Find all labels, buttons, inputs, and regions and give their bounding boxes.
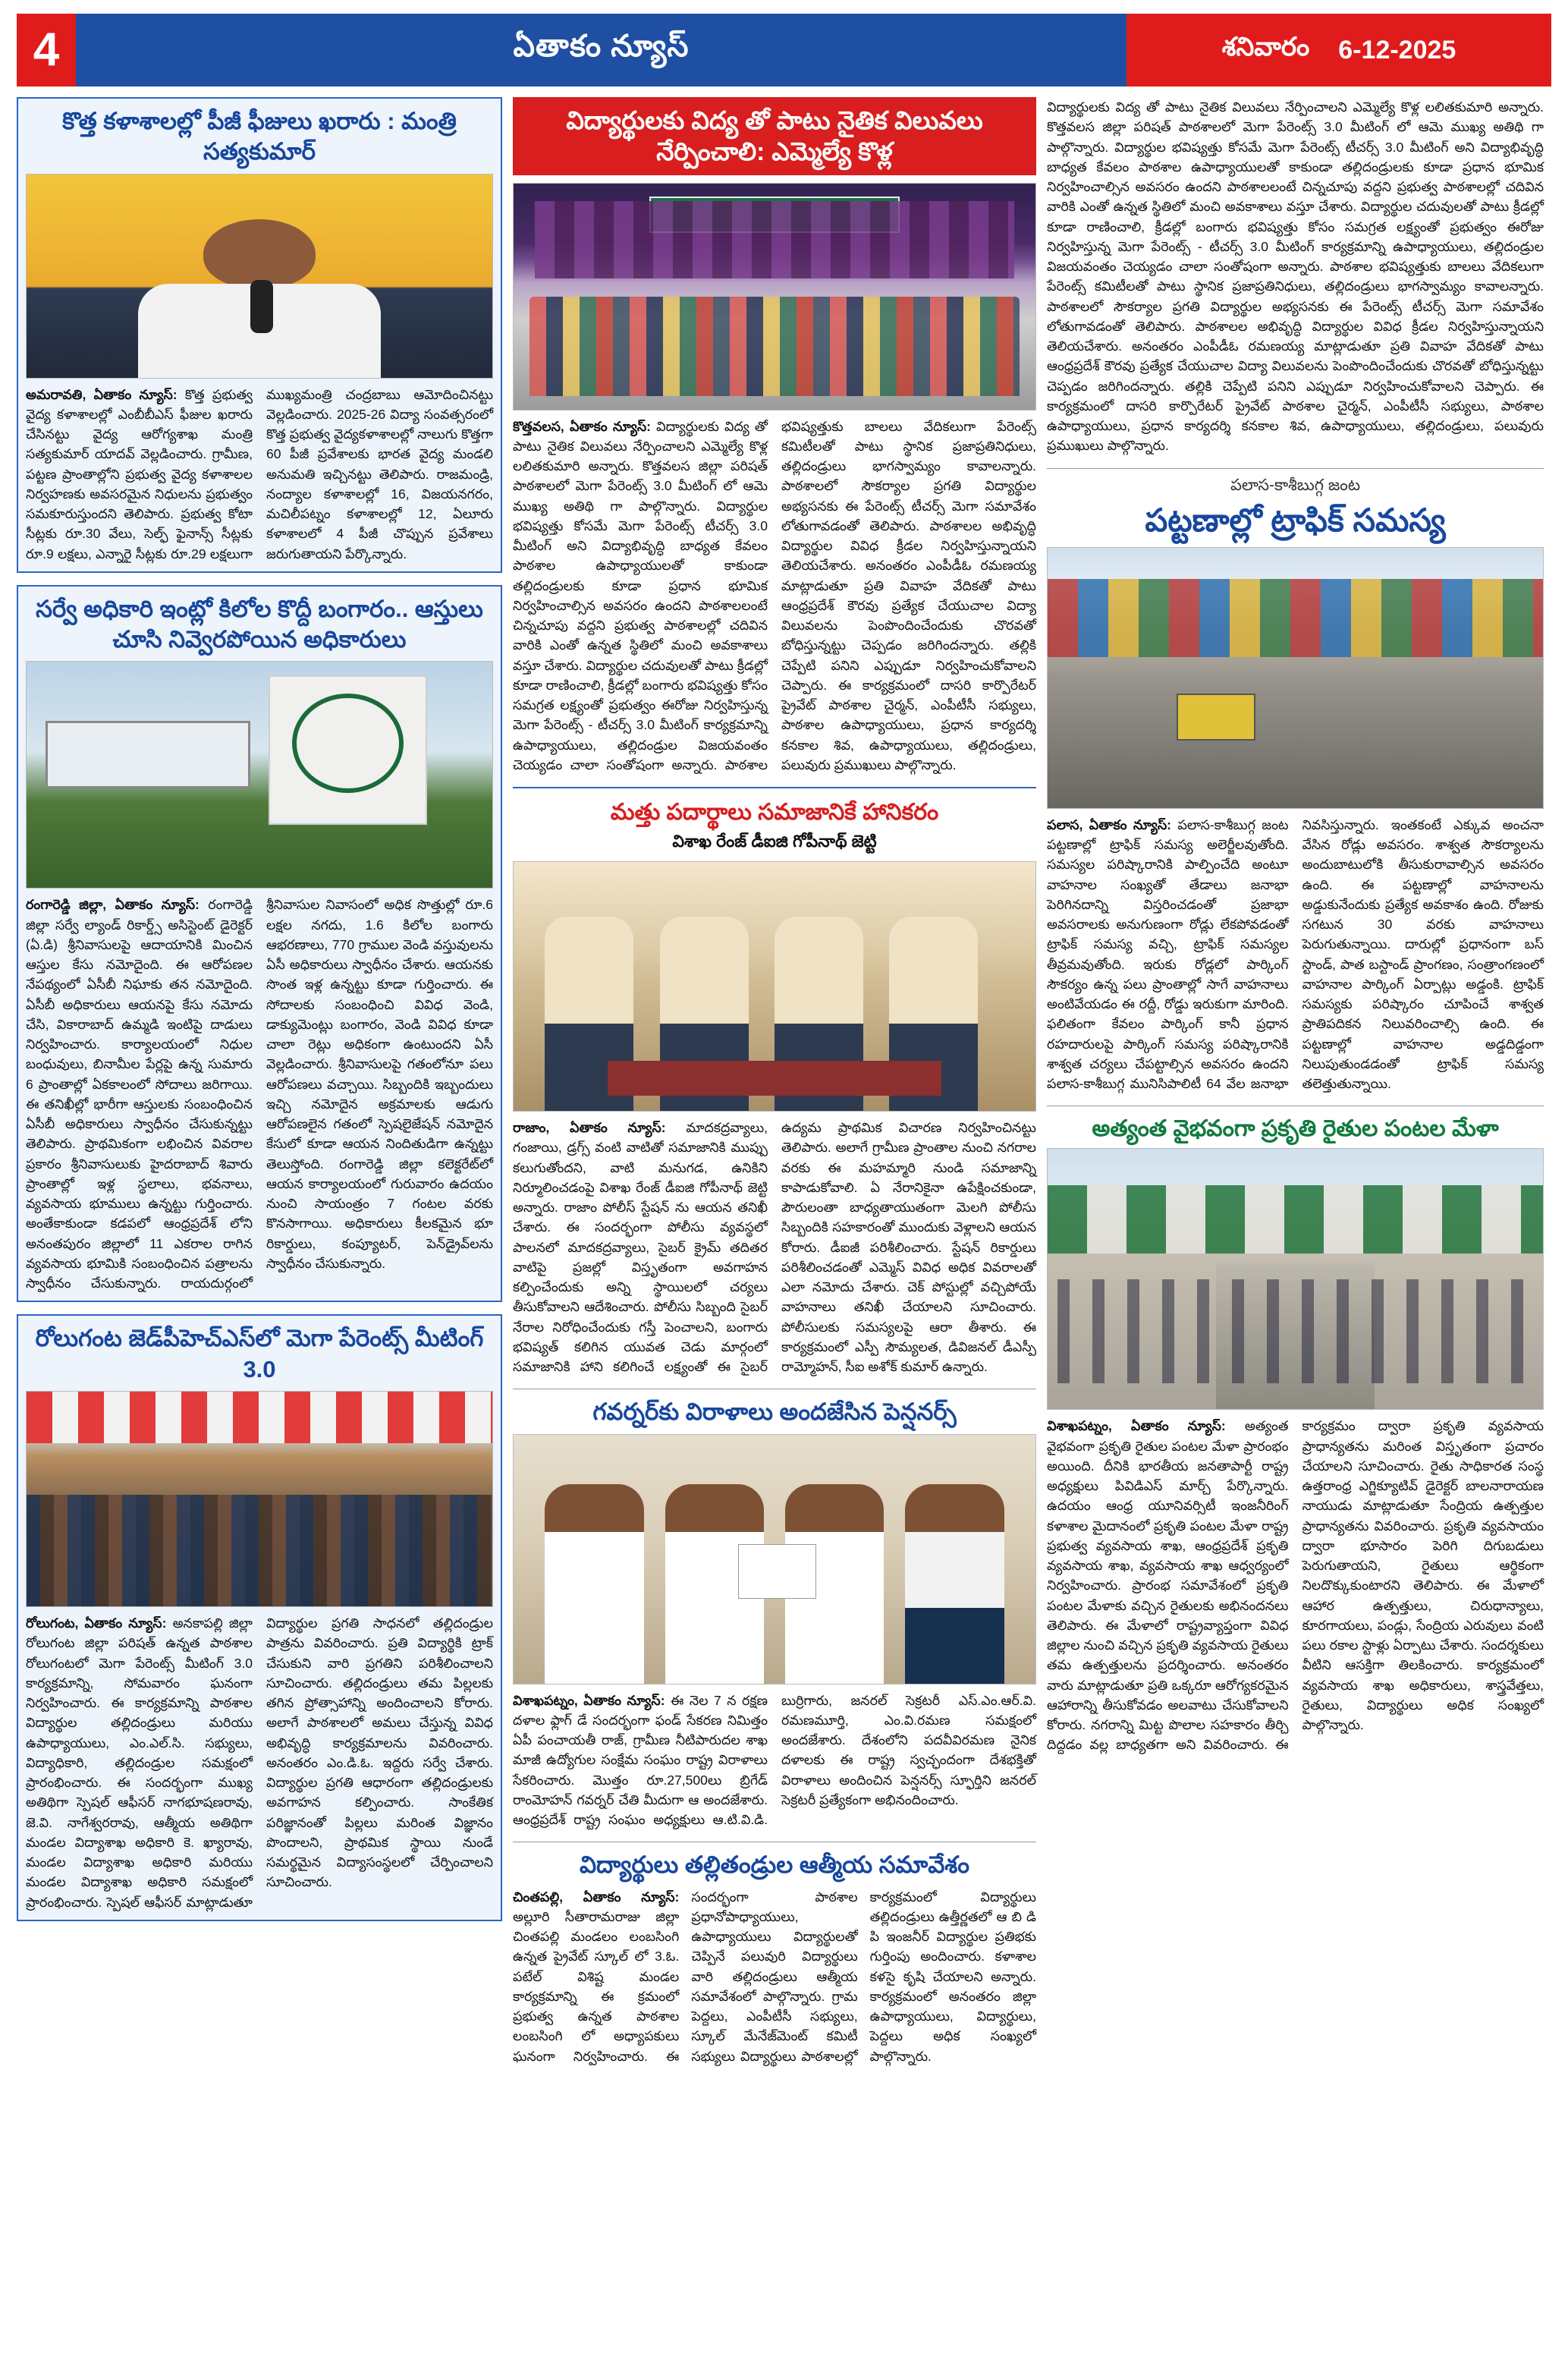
story-survey-officer-body <box>26 895 493 1293</box>
anti-corruption-bureau-photo <box>26 661 493 889</box>
left-column <box>17 97 502 1933</box>
dateline: రంగారెడ్డి జిల్లా, ఏతాకం న్యూస్: <box>26 897 200 913</box>
story-moral-values-continuation <box>1047 97 1544 456</box>
story-students-parents-headline: విద్యార్థులు తల్లితండ్రుల ఆత్మీయ సమావేశం <box>579 1851 970 1879</box>
story-drugs-subhead: విశాఖ రేంజ్ డీఐజి గోపీనాథ్ జెట్టి <box>672 832 877 851</box>
story-traffic <box>1047 477 1544 1094</box>
story-drugs <box>513 797 1036 1376</box>
masthead-day: శనివారం <box>1221 32 1310 61</box>
story-farmers-expo-body <box>1047 1416 1544 1754</box>
story-pensioners <box>513 1397 1036 1829</box>
police-officers-inspection-photo <box>513 861 1036 1112</box>
story-pg-fees <box>17 97 502 573</box>
story-survey-officer-text: రంగారెడ్డి జిల్లా సర్వే ల్యాండ్ రికార్డ్స్ అసిస్టెంట్ డైరెక్టర్ (ఏ.డి) శ్రీనివాసులపై ఆదాయానికి మించిన ఆస్తుల కేసు నమోదైంది. ఈ ఆరోపణల నేపథ్యంలో ఏసీబీ నిఘాకు తన నమోదైంది. ఏసీబీ అధికారులు ఆయనపై కేసు నమోదు చేసి, వికారాబాద్ ఉమ్మడి ఇంటిపై దాడులు నిర్వహించారు. కార్యాలయంలో నిధుల బంధువులు, బినామీల పేర్లపై ఉన్న సుమారు 6 ప్రాంతాల్లో ఏకకాలంలో సోదాలు జరిగాయి. ఈ తనిఖీల్లో భారీగా ఆస్తులకు సంబంధించిన ఏసీబీ అధికారులు స్వాధీనం చేసుకున్నట్టు తెలిపారు. ప్రాథమికంగా లభించిన వివరాల ప్రకారం శ్రీనివాసులుకు హైదరాబాద్ శివారు ప్రాంతాల్లో ఇళ్ల స్థలాలు, భవనాలు, వ్యవసాయ భూములు ఉన్నట్టు గుర్తించారు. అంతేకాకుండా కడపలో ఆంధ్రప్రదేశ్ లోని అనంతపురం జిల్లాలో 11 ఎకరాల రాగిన వ్యవసాయ భూమికి సంబంధించిన పత్రాలను స్వాధీనం చేసుకున్నారు. రాయదుర్గంలో శ్రీనివాసుల నివాసంలో అధిక సొత్తుల్లో రూ.6 లక్షల నగదు, 1.6 కిలోల బంగారు ఆభరణాలు, 770 గ్రాముల వెండి వస్తువులను ఏసీ అధికారులు స్వాధీనం చేశారు. ఆయనకు సొంత ఇళ్ల ఉన్నట్టు కూడా గుర్తించారు. ఈ సోదాలకు సంబంధించి వివిధ వెండి, డాక్యుమెంట్లు బంగారం, వెండి వివిధ కూడా చాలా రెట్లు అధికంగా ఉంటుందని ఏసీ వెల్లడించారు. శ్రీనివాసులపై గతంలోనూ పలు ఆరోపణలు వచ్చాయి. సిబ్బందికి ఇబ్బందులు ఇచ్చి నమోదైన అక్రమాలకు ఆడుగు ఆరోపణలైన గతంలో స్పెషలైజేషన్ నమోదైన కేసులో కూడా ఆయన నిందితుడిగా ఉన్నట్టు తెలుస్తోంది. రంగారెడ్డి జిల్లా కలెక్టరేట్‌లో ఆయన కార్యాలయంలో గురువారం ఉదయం నుంచి సాయంత్రం 7 గంటల వరకు కొనసాగాయి. అధికారులు కీలకమైన భూ రికార్డులు, కంప్యూటర్, పెన్‌డ్రైవ్‌లను స్వాధీనం చేసుకున్నారు. <box>26 897 493 1291</box>
dateline: పలాస, ఏతాకం న్యూస్: <box>1047 816 1171 832</box>
school-assembly-stage-photo <box>513 183 1036 411</box>
story-parents-meeting-text: అనకాపల్లి జిల్లా రోలుగంట జిల్లా పరిషత్ ఉన్నత పాఠశాల రోలుగంటలో మెగా పేరెంట్స్ మీటింగ్ 3.0 కార్యక్రమాన్ని, సోమవారం ఘనంగా నిర్వహించారు. ఈ కార్యక్రమాన్ని పాఠశాల విద్యార్థుల తల్లిదండ్రులు మరియు ఉపాధ్యాయులు, ఎం.ఎల్.సి. సభ్యులు, విద్యాధికారి, తల్లిదండ్రుల సమక్షంలో ప్రారంభించారు. ఈ సందర్భంగా ముఖ్య అతిథిగా స్పెషల్ ఆఫీసర్ నాగభూషణరావు, జె.వి. నాగేశ్వరరావు, ఆత్మీయ అతిథిగా మండల విద్యాశాఖ అధికారి కె. ఖ్యారావు, మండల విద్యాశాఖ అధికారి మరియు మండల విద్యాశాఖ అధికారి సమక్షంలో ప్రారంభించారు. స్పెషల్ ఆఫీసర్ మాట్లాడుతూ విద్యార్థుల ప్రగతి సాధనలో తల్లిదండ్రుల పాత్రను వివరించారు. ప్రతి విద్యార్థికి ట్రాక్ చేసుకుని వారి ప్రగతిని పరిశీలించాలని సూచించారు. తల్లిదండ్రులు తమ పిల్లలకు తగిన ప్రోత్సాహాన్ని అందించాలని కోరారు. అలాగే పాఠశాలలో అమలు చేస్తున్న వివిధ అభివృద్ధి కార్యక్రమాలను వివరించారు. అనంతరం ఎం.డి.ఓ. ఇద్దరు సర్వే చేశారు. విద్యార్థుల ప్రగతి ఆధారంగా తల్లిదండ్రులకు అవగాహన కల్పించారు. సాంకేతిక పరిజ్ఞానంతో పిల్లలు మరింత విజ్ఞానం పొందాలని, ప్రాథమిక స్థాయి నుండే సమర్థమైన విద్యాసంస్థలలో చేర్పించాలని సూచించారు. <box>26 1615 493 1910</box>
dateline: విశాఖపట్నం, ఏతాకం న్యూస్: <box>513 1692 665 1708</box>
parents-meeting-tent-photo <box>26 1391 493 1607</box>
story-students-parents-text: అల్లూరి సీతారామరాజు జిల్లా చింతపల్లి మండలం లంబసింగి ఉన్నత ప్రైవేట్ స్కూల్ లో 3.ఓ. పటేల్ విశిష్ట మండల కార్యక్రమాన్ని ఈ క్రమంలో ప్రభుత్వ ఉన్నత పాఠశాల లంబసింగి లో అధ్యాపకులు ఘనంగా నిర్వహించారు. ఈ సందర్భంగా పాఠశాల ప్రధానోపాధ్యాయులు, ఉపాధ్యాయులు విద్యార్థులతో చెప్పినే పలువురి విద్యార్థులు వారి తల్లిదండ్రులు ఆత్మీయ సమావేశంలో పాల్గొన్నారు. గ్రామ పెద్దలు, ఎంపీటీసీ సభ్యులు, స్కూల్ మేనేజ్‌మెంట్ కమిటీ సభ్యులు విద్యార్థులు పాఠశాలల్లో కార్యక్రమంలో విద్యార్థులు తల్లిదండ్రులు ఉత్తీర్ణతలో ఆ బి డి పి ఇంజనీర్ విద్యార్థుల ప్రతిభకు గుర్తింపు అందించారు. కళాశాల కళసై కృషి చేయాలని అన్నారు. కార్యక్రమంలో అనంతరం జిల్లా ఉపాధ్యాయులు, విద్యార్థులు, పెద్దలు అధిక సంఖ్యలో పాల్గొన్నారు. <box>513 1889 1036 2064</box>
story-pg-fees-headline: కొత్త కళాశాలల్లో పీజీ ఫీజులు ఖరారు : మంత్రి సత్యకుమార్ <box>62 108 457 165</box>
story-moral-values-body <box>513 417 1036 775</box>
story-traffic-text: పలాస-కాశీబుగ్గ జంట పట్టణాల్లో ట్రాఫిక్ సమస్య అలెర్జీలవుతోంది. సమస్యల పరిష్కారానికి పాల్పించేది అంటూ వాహనాల సంఖ్యతో తేడాలు జనాభా పెరిగినదాన్ని విస్తరించడంతో ప్రజాభా అవసరాలకు అనుగుణంగా రోడ్లు లేకపోవడంతో ట్రాఫిక్ సమస్య వచ్చి, ట్రాఫిక్ సమస్యల తీవ్రమవుతోంది. ఇరుకు రోడ్లలో పార్కింగ్ సౌకర్యం ఉన్న పలు ప్రాంతాల్లో సాగే వాహనాలు అంటివేయడం ఈ రద్దీ, రోడ్డు ఇరుకుగా మారింది. ఫలితంగా కేవలం పార్కింగ్ కానీ ప్రధాన రహదారులపై పార్కింగ్ సమస్య పరిష్కారానికి శాశ్వత చర్యలు చేపట్టాల్సిన అవసరం ఉందని పలాస-కాశీబుగ్గ మునిసిపాలిటీ 64 వేల జనాభా నివసిస్తున్నారు. ఇంతకంటే ఎక్కువ అంచనా వేసిన రోడ్లు అవసరం. శాశ్వత సౌకర్యాలను అందుబాటులోకి తీసుకురావాల్సిన అవసరం ఉంది. ఈ పట్టణాల్లో వాహనాలను అడ్డుకునేందుకు ప్రత్యేక అవకాశం ఉంది. రోజుకు సగటున 30 వరకు వాహనాలు పెరుగుతున్నాయి. దారుల్లో ప్రధానంగా బస్ స్టాండ్, పాత బస్టాండ్ ప్రాంగణం, సంత్రాంగణంలో వాహనాల పార్కింగ్ ఏర్పాట్లు అడ్డంకి. ట్రాఫిక్ సమస్యకు పరిష్కారం చూపించే శాశ్వత ప్రాతిపదికన నిలువరించాల్సి ఉంది. ఈ పట్టణాల్లో వాహనాల అడ్డదిడ్డంగా నిలుపుతుండడంతో ట్రాఫిక్ సమస్య తలెత్తుతున్నాయి. <box>1047 816 1544 1092</box>
dateline: రాజాం, ఏతాకం న్యూస్: <box>513 1120 666 1135</box>
story-survey-officer <box>17 585 502 1303</box>
page-content <box>17 97 1551 2078</box>
story-drugs-text: మాదకద్రవ్యాలు, గంజాయి, డ్రగ్స్ వంటి వాటితో సమాజానికి ముప్పు కలుగుతోందని, వాటి మనుగడ, ఉనికిని నిర్మూలించడంపై విశాఖ రేంజ్ డీఐజి గోపీనాథ్ జెట్టి అన్నారు. రాజాం పోలీస్ స్టేషన్ ను ఆయన తనిఖీ చేశారు. ఈ సందర్భంగా పోలీసు వ్యవస్థలో పాలనలో మాదకద్రవ్యాలు, సైబర్ క్రైమ్ తదితర వాటిపై ప్రజల్లో విస్తృతంగా అవగాహన కల్పించేందుకు అన్ని స్థాయిలలో చర్యలు తీసుకోవాలని ఆదేశించారు. పోలీసు సిబ్బంది సైబర్ నేరాల నిరోధించేందుకు గస్తీ పెంచాలని, బంగారు భవిష్యత్ కలిగిన యువత చెడు మార్గంలో సమాజానికి హాని కలిగించే లక్ష్యంతో ఈ సైబర్ ఉద్యమ ప్రాథమిక విచారణ నిర్వహించినట్టు తెలిపారు. అలాగే గ్రామీణ ప్రాంతాల నుంచి నగరాల వరకు ఈ మహమ్మారి నుండి సమాజాన్ని కాపాడుకోవాలి. ఏ నేరానికైనా ఉపేక్షించకుండా, పౌరులంతా బాధ్యతాయుతంగా మెలగి పోలీసు సిబ్బందికి సహకారంతో ముందుకు వెళ్లాలని ఆయన కోరారు. డీఐజీ పరిశీలించారు. స్టేషన్ రికార్డులు పరిశీలించడంతో ఎమ్మెస్ వివిధ అధిక వివరాలతో ఎలా నమోదు చేశారు. చెక్ పోస్టుల్లో వచ్చిపోయే వాహనాలు తనిఖీ చేయాలని సూచించారు. పోలీసులకు సమస్యలపై ఆరా తీశారు. ఈ కార్యక్రమంలో ఎస్పీ సౌమ్యలత, డివిజనల్ డీఎస్పీ రామ్మోహన్, సీఐ అశోక్ కుమార్ ఉన్నారు. <box>513 1120 1036 1374</box>
story-parents-meeting-body <box>26 1613 493 1912</box>
story-parents-meeting <box>17 1314 502 1920</box>
story-parents-meeting-headline: రోలుగంట జెడ్‌పీహెచ్‌ఎస్‌లో మెగా పేరెంట్స్ మీటింగ్ 3.0 <box>35 1325 484 1383</box>
town-traffic-street-photo <box>1047 547 1544 809</box>
story-pensioners-headline: గవర్నర్‌కు విరాళాలు అందజేసిన పెన్షనర్స్ <box>592 1398 957 1426</box>
dateline: విశాఖపట్నం, ఏతాకం న్యూస్: <box>1047 1418 1226 1434</box>
right-column <box>1047 97 1544 1767</box>
story-pensioners-text: ఈ నెల 7 న రక్షణ దళాల ఫ్లాగ్ డే సందర్భంగా ఫండ్ సేకరణ నిమిత్తం ఏపీ పంచాయతీ రాజ్, గ్రామీణ నీటిపారుదల శాఖ మాజీ ఉద్యోగుల సంక్షేమ సంఘం రాష్ట్ర విరాళాలు సేకరించారు. మొత్తం రూ.27,500లు బ్రిగేడ్ రాంమోహన్ గవర్నర్ చేతి మీదుగా ఆ అందజేశారు. ఆంధ్రప్రదేశ్ రాష్ట్ర సంఘం అధ్యక్షులు ఆ.టి.వి.డి. బుర్రిగారు, జనరల్ సెక్రటరీ ఎస్.ఎం.ఆర్.వి. రమణమూర్తి, ఎం.వి.రమణ సమక్షంలో అందజేశారు. దేశంలోని పదవీవిరమణ నైనిక దళాలకు ఈ రాష్ట్ర స్వచ్ఛందంగా దేశభక్తితో విరాళాలు అందించిన పెన్షనర్స్ స్ఫూర్తిని జనరల్ సెక్రటరీ ప్రత్యేకంగా అభినందించారు. <box>513 1692 1036 1828</box>
masthead <box>17 14 1551 87</box>
dateline: రోలుగంట, ఏతాకం న్యూస్: <box>26 1615 167 1631</box>
masthead-title: ఏతాకం న్యూస్ <box>76 14 1127 87</box>
story-survey-officer-headline: సర్వే అధికారి ఇంట్లో కిలోల కొద్దీ బంగారం.. ఆస్తులు చూసి నివ్వెరపోయిన అధికారులు <box>36 595 483 653</box>
minister-speaking-photo <box>26 174 493 379</box>
farmers-expo-photo <box>1047 1148 1544 1410</box>
masthead-date-value: 6-12-2025 <box>1338 35 1456 64</box>
page-number: 4 <box>17 14 76 87</box>
story-drugs-body <box>513 1118 1036 1376</box>
story-moral-values-text: విద్యార్థులకు విద్య తో పాటు నైతిక విలువలు నేర్పించాలని ఎమ్మెల్యే కొళ్ల లలితకుమారి అన్నారు. కొత్తవలస జిల్లా పరిషత్ పాఠశాలలో మెగా పేరెంట్స్ 3.0 మీటింగ్ లో ఆమె ముఖ్య అతిథి గా పాల్గొన్నారు. విద్యార్థుల భవిష్యత్తు కోసమే మెగా పేరెంట్స్ టీచర్స్ 3.0 మీటింగ్ అని విద్యాభివృద్ధి బాధ్యత కేవలం పాఠశాల ఉపాధ్యాయులతో కాకుండా తల్లిదండ్రులకు కూడా ప్రధాన భూమిక నిర్వహించాల్సిన అవసరం ఉందని పాఠశాలలంటే చిన్నచూపు వద్దని ప్రభుత్వ పాఠశాలల్లో చదివిన వారికి ఎంతో ఉన్నత స్థితిలో మంచి అవకాశాలు వస్తూ చేశారు. విద్యార్థుల చదువులతో పాటు క్రీడల్లో కూడా రాణించాలి, క్రీడల్లో బంగారు భవిష్యత్తు కోసం సమగ్రత లక్ష్యంతో ప్రభుత్వం ఈరోజు నిర్వహిస్తున్న మెగా పేరెంట్స్ - టీచర్స్ 3.0 మీటింగ్ కార్యక్రమాన్ని ఉపాధ్యాయులు, తల్లిదండ్రుల విజయవంతం చెయ్యడం చాలా సంతోషంగా అన్నారు. పాఠశాల భవిష్యత్తుకు బాలలు వేదికలుగా పేరెంట్స్ కమిటీలతో పాటు స్థానిక ప్రజాప్రతినిధులు, తల్లిదండ్రులు భాగస్వామ్యం కావాలన్నారు. పాఠశాలలో సౌకర్యాల ప్రగతి విద్యార్థుల అభ్యసనకు ఈ పేరెంట్స్ టీచర్స్ మెగా సమావేశం లోతుగావడంతో తెలిపారు. పాఠశాలల అభివృద్ధి విద్యార్థుల వివిధ క్రీడల నిర్వహిస్తున్నాయని తెలియచేశారు. అనంతరం ఎంపీడీఓ రమణయ్య మాట్లాడుతూ ప్రతి వివాహ వేదికతో పాటు ఆంధ్రప్రదేశ్ కౌరవు ప్రత్యేక చేయుచాల విద్యా విలువలను పెంపొందించేందుకు చొరవతో బోధిస్తున్నట్టు చెప్పడం జరిగిందన్నారు. తల్లికి చెప్పేటి పనిని ఎప్పుడూ నిర్వహించుకోవాలని చెప్పారు. ఈ కార్యక్రమంలో దాసరి కార్పొరేటర్ ప్రైవేట్ పాఠశాల చైర్మన్, ఎంపీటీసీ సభ్యులు, పాఠశాల ఉపాధ్యాయులు, ప్రధాన కార్యదర్శి కనకాల శివ, ఉపాధ్యాయులు, తల్లిదండ్రులు, పలువురు ప్రముఖులు పాల్గొన్నారు. <box>513 418 1036 772</box>
story-drugs-headline: మత్తు పదార్థాలు సమాజానికే హానికరం <box>610 800 939 825</box>
story-students-parents-meet <box>513 1850 1036 2066</box>
story-moral-values-continuation-text: విద్యార్థులకు విద్య తో పాటు నైతిక విలువలు నేర్పించాలని ఎమ్మెల్యే కొళ్ల లలితకుమారి అన్నారు. కొత్తవలస జిల్లా పరిషత్ పాఠశాలలో మెగా పేరెంట్స్ 3.0 మీటింగ్ లో ఆమె ముఖ్య అతిథి గా పాల్గొన్నారు. విద్యార్థుల భవిష్యత్తు కోసమే మెగా పేరెంట్స్ టీచర్స్ 3.0 మీటింగ్ అని విద్యాభివృద్ధి బాధ్యత కేవలం పాఠశాల ఉపాధ్యాయులతో కాకుండా తల్లిదండ్రులకు కూడా ప్రధాన భూమిక నిర్వహించాల్సిన అవసరం ఉందని పాఠశాలలంటే చిన్నచూపు వద్దని ప్రభుత్వ పాఠశాలల్లో చదివిన వారికి ఎంతో ఉన్నత స్థితిలో మంచి అవకాశాలు వస్తూ చేశారు. విద్యార్థుల చదువులతో పాటు క్రీడల్లో కూడా రాణించాలి, క్రీడల్లో బంగారు భవిష్యత్తు కోసం సమగ్రత లక్ష్యంతో ప్రభుత్వం ఈరోజు నిర్వహిస్తున్న మెగా పేరెంట్స్ - టీచర్స్ 3.0 మీటింగ్ కార్యక్రమాన్ని ఉపాధ్యాయులు, తల్లిదండ్రుల విజయవంతం చెయ్యడం చాలా సంతోషంగా అన్నారు. పాఠశాల భవిష్యత్తుకు బాలలు వేదికలుగా పేరెంట్స్ కమిటీలతో పాటు స్థానిక ప్రజాప్రతినిధులు, తల్లిదండ్రులు భాగస్వామ్యం కావాలన్నారు. పాఠశాలలో సౌకర్యాల ప్రగతి విద్యార్థుల అభ్యసనకు ఈ పేరెంట్స్ టీచర్స్ మెగా సమావేశం లోతుగావడంతో తెలిపారు. పాఠశాలల అభివృద్ధి విద్యార్థుల వివిధ క్రీడల నిర్వహిస్తున్నాయని తెలియచేశారు. అనంతరం ఎంపీడీఓ రమణయ్య మాట్లాడుతూ ప్రతి వివాహ వేదికతో పాటు ఆంధ్రప్రదేశ్ కౌరవు ప్రత్యేక చేయుచాల విద్యా విలువలను పెంపొందించేందుకు చొరవతో బోధిస్తున్నట్టు చెప్పడం జరిగిందన్నారు. తల్లికి చెప్పేటి పనిని ఎప్పుడూ నిర్వహించుకోవాలని చెప్పారు. ఈ కార్యక్రమంలో దాసరి కార్పొరేటర్ ప్రైవేట్ పాఠశాల చైర్మన్, ఎంపీటీసీ సభ్యులు, పాఠశాల ఉపాధ్యాయులు, ప్రధాన కార్యదర్శి కనకాల శివ, ఉపాధ్యాయులు, తల్లిదండ్రులు, పలువురు ప్రముఖులు పాల్గొన్నారు. <box>1047 99 1544 454</box>
story-pg-fees-text: కొత్త ప్రభుత్వ వైద్య కళాశాలల్లో ఎంబీబీఎస్ ఫీజుల ఖరారు చేసినట్టు వైద్య ఆరోగ్యశాఖ మంత్రి సత్యకుమార్ యాదవ్ వెల్లడించారు. గ్రామీణ, పట్టణ ప్రాంతాల్లోని ప్రభుత్వ వైద్య కళాశాలల నిర్వహణకు అవసరమైన నిధులను ప్రభుత్వం సమకూరుస్తుందని తెలిపారు. ప్రభుత్వ కోటా సీట్లకు రూ.30 వేలు, సెల్ఫ్ ఫైనాన్స్ సీట్లకు రూ.9 లక్షలు, ఎన్నారై సీట్లకు రూ.29 లక్షలుగా ముఖ్యమంత్రి చంద్రబాబు ఆమోదించినట్టు వెల్లడించారు. 2025-26 విద్యా సంవత్సరంలో కొత్త ప్రభుత్వ వైద్యకళాశాలల్లో నాలుగు కొత్తగా 60 పీజీ ప్రవేశాలకు భారత వైద్య మండలి అనుమతి ఇచ్చినట్టు తెలిపారు. రాజమండ్రి, నంద్యాల కళాశాలల్లో 16, విజయనగరం, మచిలీపట్నం కళాశాలల్లో 12, ఏలూరు కళాశాలలో 4 పీజీ చొప్పున ప్రవేశాలు జరుగుతాయని పేర్కొన్నారు. <box>26 386 493 562</box>
story-traffic-headline: పట్టణాల్లో ట్రాఫిక్ సమస్య <box>1145 502 1446 538</box>
story-moral-values <box>513 97 1036 775</box>
dateline: అమరావతి, ఏతాకం న్యూస్: <box>26 386 178 402</box>
middle-column <box>513 97 1036 2078</box>
masthead-date <box>1127 14 1551 87</box>
story-farmers-expo <box>1047 1114 1544 1754</box>
story-pensioners-body <box>513 1691 1036 1830</box>
dateline: చింతపల్లి, ఏతాకం న్యూస్: <box>513 1889 680 1905</box>
story-farmers-expo-headline: అత్యంత వైభవంగా ప్రకృతి రైతుల పంటల మేళా <box>1092 1116 1499 1142</box>
story-traffic-kicker: పలాస-కాశీబుగ్గ జంట <box>1230 476 1361 494</box>
dateline: కొత్తవలస, ఏతాకం న్యూస్: <box>513 418 651 434</box>
story-traffic-body <box>1047 815 1544 1094</box>
story-moral-values-headline: విద్యార్థులకు విద్య తో పాటు నైతిక విలువలు నేర్పించాలి: ఎమ్మెల్యే కొళ్ల <box>513 97 1036 175</box>
pensioners-donation-photo <box>513 1434 1036 1685</box>
story-pg-fees-body <box>26 385 493 564</box>
story-farmers-expo-text: అత్యంత వైభవంగా ప్రకృతి రైతుల పంటల మేళా ప్రారంభం అయింది. దీనికి భారతీయ జనతాపార్టీ రాష్ట్ర అధ్యక్షులు పివిడిఎస్ మార్చ్ పేర్కొన్నారు. ఉదయం ఆంధ్ర యూనివర్సిటీ ఇంజనీరింగ్ కళాశాల మైదానంలో ప్రకృతి పంటల మేళా రాష్ట్ర ప్రభుత్వ వ్యవసాయ శాఖ, ఆంధ్రప్రదేశ్ ప్రకృతి వ్యవసాయ శాఖ, వ్యవసాయ శాఖ ఆధ్వర్యంలో నిర్వహించారు. ప్రారంభ సమావేశంలో ప్రకృతి పంటల మేళాకు వచ్చిన రైతులకు అభినందనలు తెలిపారు. ఈ మేళాలో రాష్ట్రవ్యాప్తంగా వివిధ జిల్లాల నుంచి వచ్చిన ప్రకృతి వ్యవసాయ రైతులు తమ ఉత్పత్తులను ప్రదర్శించారు. అనంతరం వారు మాట్లాడుతూ ప్రతి ఒక్కరూ ఆరోగ్యకరమైన ఆహారాన్ని తీసుకోవడం అలవాటు చేసుకోవాలని కోరారు. నగరాన్ని మిట్ట పొలాల సహకారం తీర్చి దిద్దడం వల్ల బాధ్యతగా అని వివరించారు. ఈ కార్యక్రమం ద్వారా ప్రకృతి వ్యవసాయ ప్రాధాన్యతను మరింత విస్తృతంగా ప్రచారం చేయాలని సూచించారు. రైతు సాధికారత సంస్థ ఉత్తరాంధ్ర ఎగ్జిక్యూటివ్ డైరెక్టర్ బాలనారాయణ నాయుడు మాట్లాడుతూ సేంద్రియ ఉత్పత్తుల ప్రాధాన్యతను వివరించారు. ప్రకృతి వ్యవసాయం ద్వారా భూసారం పెరిగి దిగుబడులు పెరుగుతాయని, రైతులు ఆర్థికంగా నిలదొక్కుకుంటారని తెలిపారు. ఈ మేళాలో ఆహార ఉత్పత్తులు, చిరుధాన్యాలు, కూరగాయలు, పండ్లు, సేంద్రియ ఎరువులు వంటి పలు రకాల స్టాళ్లు ఏర్పాటు చేశారు. సందర్శకులు వీటిని ఆసక్తిగా తిలకించారు. కార్యక్రమంలో వ్యవసాయ శాఖ అధికారులు, శాస్త్రవేత్తలు, రైతులు, విద్యార్థులు అధిక సంఖ్యలో పాల్గొన్నారు. <box>1047 1418 1544 1753</box>
story-students-parents-body <box>513 1887 1036 2066</box>
